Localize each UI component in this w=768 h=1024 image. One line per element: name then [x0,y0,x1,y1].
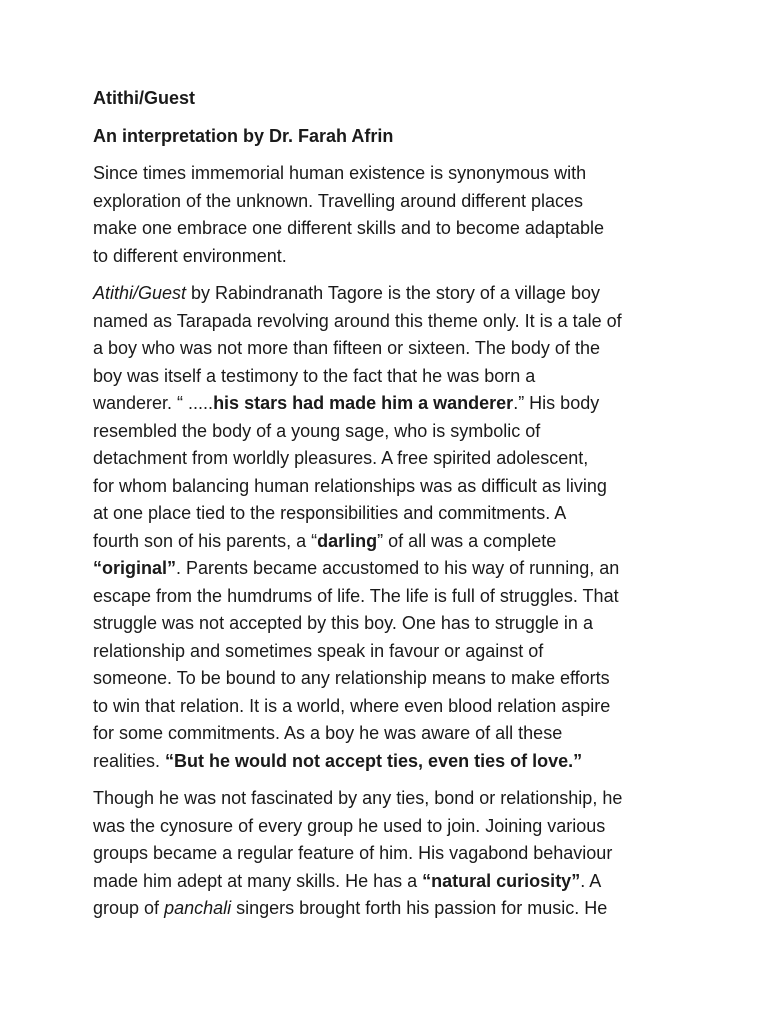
paragraph-line: boy was itself a testimony to the fact that he was born a [93,365,536,386]
text-run: singers brought forth his passion for music. He [231,898,608,918]
text-run: . Parents became accustomed to his way of running, an [176,558,620,578]
text-run: realities. [93,750,166,771]
paragraph-line [93,868,683,896]
paragraph-line: to win that relation. It is a world, where even blood relation aspire [93,695,611,716]
paragraph-line: was the cynosure of every group he used to join. Joining various [93,815,606,836]
paragraph-line: detachment from worldly pleasures. A free spirited adolescent, [93,448,589,468]
bold-quote: “original” [93,558,177,578]
paragraph-line: someone. To be bound to any relationship means to make efforts [93,668,610,688]
italic-term: panchali [164,898,232,918]
paragraph-line: at one place tied to the responsibilities and commitments. A [93,503,567,523]
paragraph-line: exploration of the unknown. Travelling around different places [93,190,583,211]
paragraph-line [93,748,683,776]
paragraph-line: named as Tarapada revolving around this theme only. It is a tale of [93,310,622,331]
paragraph-line [93,895,683,923]
paragraph-line: for some commitments. As a boy he was aware of all these [93,723,563,743]
paragraph-line: struggle was not accepted by this boy. One has to struggle in a [93,613,593,633]
paragraph-line: resembled the body of a young sage, who is symbolic of [93,420,541,441]
paragraph-line: Since times immemorial human existence is synonymous with [93,163,587,183]
paragraph-story-summary [93,280,683,775]
text-run: wanderer. “ ..... [93,393,214,413]
bold-quote: his stars had made him a wanderer [213,393,514,413]
document-subtitle: An interpretation by Dr. Farah Afrin [93,125,394,146]
document-page [93,85,683,923]
paragraph-wanderer [93,785,683,923]
paragraph-line: escape from the humdrums of life. The life is full of struggles. That [93,585,619,606]
paragraph-line: Though he was not fascinated by any ties, bond or relationship, he [93,788,623,808]
document-title: Atithi/Guest [93,88,195,108]
paragraph-line [93,390,683,418]
paragraph-intro [93,160,683,270]
paragraph-line [93,280,683,308]
paragraph-line: make one embrace one different skills and to become adaptable [93,218,604,238]
paragraph-line: for whom balancing human relationships was as difficult as living [93,475,607,496]
italic-work-title: Atithi/Guest [93,283,187,303]
text-run: . A [580,870,602,891]
text-run: ” of all was a complete [377,530,557,551]
paragraph-line [93,555,683,583]
paragraph-line: groups became a regular feature of him. His vagabond behaviour [93,843,613,863]
bold-quote: darling [317,530,378,551]
bold-quote: “natural curiosity” [422,870,581,891]
paragraph-line: to different environment. [93,245,287,266]
text-run: fourth son of his parents, a “ [93,530,318,551]
text-run: .” His body [513,393,600,413]
text-run: group of [93,898,165,918]
paragraph-line: a boy who was not more than fifteen or sixteen. The body of the [93,338,600,358]
paragraph-line [93,528,683,556]
bold-quote: “But he would not accept ties, even ties of love.” [165,750,583,771]
text-run: made him adept at many skills. He has a [93,870,423,891]
text-run: by Rabindranath Tagore is the story of a village boy [186,283,600,303]
paragraph-line: relationship and sometimes speak in favour or against of [93,640,544,661]
